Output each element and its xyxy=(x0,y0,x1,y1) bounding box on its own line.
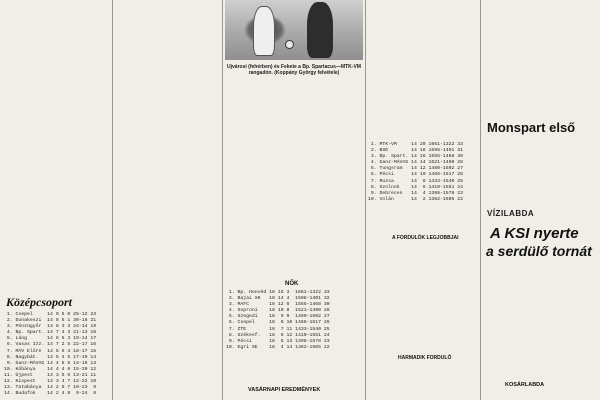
table-row: 8. Székesf. 18 6 12 1410-1551 24 xyxy=(226,332,330,338)
subheading-fordulok: A FORDULÓK LEGJOBBJAI xyxy=(392,235,459,241)
standings-table-left xyxy=(4,312,110,397)
table-row: 8. Nagybát. 14 5 4 5 17-19 14 xyxy=(4,354,97,360)
table-row: 1. MTK-VM 14 20 1661-1322 33 xyxy=(368,142,463,147)
table-row: 3. Pénzügyőr 14 8 3 3 24-14 19 xyxy=(4,324,97,330)
match-photo xyxy=(225,0,363,60)
table-row: 1. Bp. Honvéd 18 15 3 1661-1322 33 xyxy=(226,290,330,295)
table-row: 7. ZTE 18 7 11 1433-1540 25 xyxy=(226,326,330,332)
table-row: 7. Ruzsa 14 8 1433-1540 25 xyxy=(368,178,463,184)
column-rule xyxy=(112,0,113,400)
table-row: 5. Szegedi 18 9 9 1480-1502 27 xyxy=(226,314,330,320)
player-figure xyxy=(253,6,275,56)
subheading-harmadik: HARMADIK FORDULÓ xyxy=(398,355,452,361)
table-row: 2. BSE 14 18 1598-1401 31 xyxy=(368,148,463,154)
table-row: 12. Kispest 14 3 4 7 12-22 10 xyxy=(4,379,97,385)
table-row: 9. Ganz-MÁVAG 14 4 5 5 14-16 13 xyxy=(4,360,97,366)
column-rule xyxy=(480,0,481,400)
headline-ksi-line1: A KSI nyerte xyxy=(490,225,579,242)
subheading-kosarlabda: KOSÁRLABDA xyxy=(505,382,545,388)
standings-table-right xyxy=(368,142,478,203)
text-column-5 xyxy=(482,0,598,400)
table-row: 5. Tungsram 14 12 1480-1502 27 xyxy=(368,166,463,172)
table-row: 1. Csepel 14 9 5 0 25-12 23 xyxy=(4,312,97,317)
section-vizilabda: VÍZILABDA xyxy=(487,209,535,218)
table-row: 8. Szolnok 14 6 1410-1551 24 xyxy=(368,184,463,190)
table-row: 2. Dunakeszi 14 8 5 1 30-16 21 xyxy=(4,318,97,324)
table-row: 10. Kőbánya 14 4 4 6 15-20 12 xyxy=(4,366,97,372)
column-rule xyxy=(222,0,223,400)
ball xyxy=(285,40,294,49)
table-row: 9. Pécsi 18 5 13 1398-1578 23 xyxy=(226,338,330,344)
table-row: 2. Bajai SK 18 14 4 1598-1401 32 xyxy=(226,296,330,302)
section-heading-kozepcsoport: Középcsoport xyxy=(6,295,72,309)
table-row: 3. MAFC 18 12 6 1555-1468 30 xyxy=(226,302,330,308)
subheading-vasarnapi: VASÁRNAPI EREDMÉNYEK xyxy=(248,387,321,393)
text-column-3 xyxy=(225,82,363,400)
player-figure xyxy=(307,2,333,58)
table-row: 3. Bp. Spart. 14 16 1555-1468 30 xyxy=(368,154,463,160)
table-row: 4. Ganz-MÁVAG 14 14 1521-1490 28 xyxy=(368,160,463,166)
table-row: 4. Bp. Spart. 14 7 4 3 21-13 18 xyxy=(4,330,97,336)
column-rule xyxy=(365,0,366,400)
text-column-2 xyxy=(114,0,220,400)
table-row: 10. Volán 14 2 1362-1605 22 xyxy=(368,196,463,202)
photo-caption: Ujvárosi (fehérben) és Fekete a Bp. Spartacus—MTK-VM rangadón. (Koppány György felvétele) xyxy=(227,64,361,76)
headline-monspart: Monspart első xyxy=(487,120,576,135)
table-row: 7. MÁV Előre 14 5 5 4 18-17 15 xyxy=(4,348,97,354)
table-row: 11. Újpest 14 3 5 6 13-21 11 xyxy=(4,372,97,378)
table-row: 5. Láng 14 6 5 3 19-14 17 xyxy=(4,336,97,342)
table-row: 13. Tatabánya 14 2 5 7 10-23 9 xyxy=(4,385,97,391)
table-row: 6. Csepel 18 8 10 1466-1517 26 xyxy=(226,320,330,326)
table-row: 6. Vasas Izz. 14 7 2 5 22-17 16 xyxy=(4,342,97,348)
table-row: 10. Egri SE 18 4 14 1362-1605 22 xyxy=(226,344,330,350)
table-row: 4. Soproni 18 10 8 1521-1490 28 xyxy=(226,308,330,314)
table-row: 9. Debrecen 14 4 1398-1578 23 xyxy=(368,190,463,196)
table-row: 14. Budafok 14 2 4 8 9-24 8 xyxy=(4,391,97,397)
subheading-nok: NŐK xyxy=(285,281,299,287)
standings-table-middle xyxy=(226,290,362,351)
headline-ksi-line2: a serdülő tornát xyxy=(486,243,592,259)
table-row: 6. Pécsi 14 10 1466-1517 26 xyxy=(368,172,463,178)
